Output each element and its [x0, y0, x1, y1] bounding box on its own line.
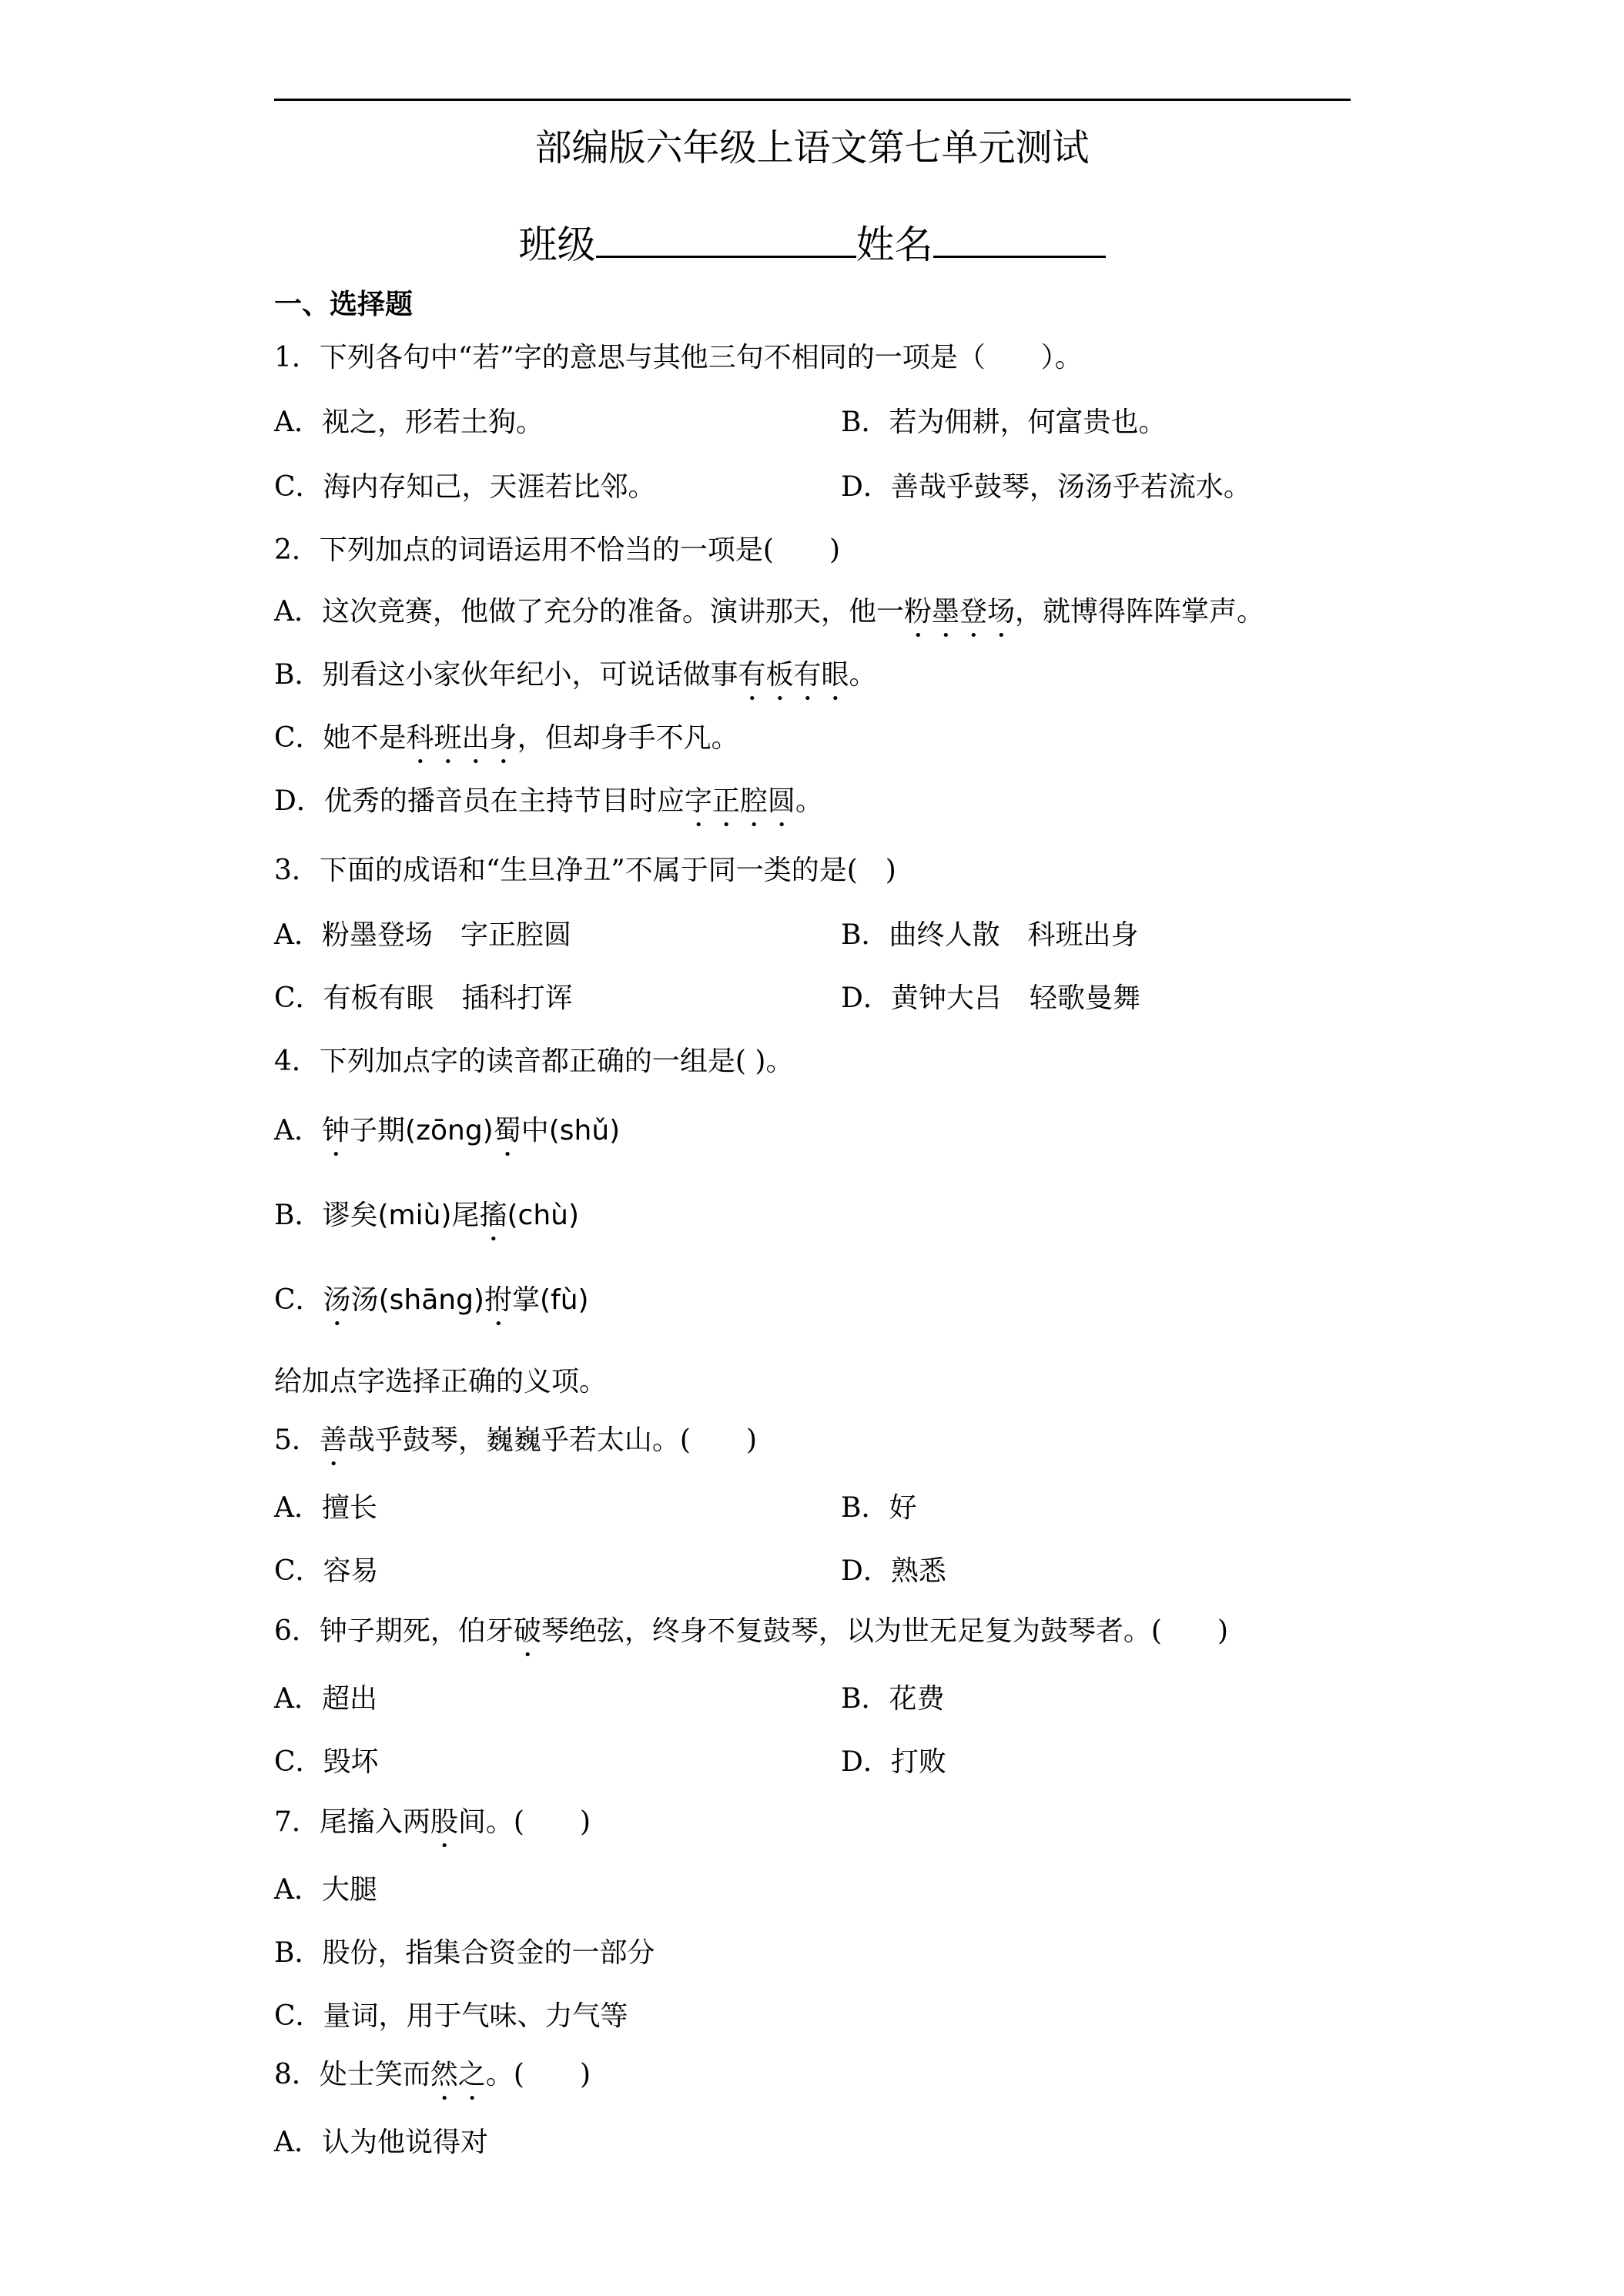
- q8-dotted: 然之: [430, 2059, 486, 2090]
- q2-d-dotted: 字正腔圆: [684, 785, 795, 817]
- q1-option-a[interactable]: A．视之，形若土狗。: [274, 407, 544, 438]
- q4-a-label: A．: [274, 1115, 322, 1146]
- q2-option-a[interactable]: [274, 593, 1264, 644]
- q8-option-a[interactable]: A．认为他说得对: [274, 2127, 488, 2158]
- q2-b-pre: B．别看这小家伙年纪小，可说话做事: [274, 659, 738, 691]
- q6-option-a[interactable]: A．超出: [274, 1683, 377, 1715]
- q4-b-text-2: 尾: [451, 1200, 480, 1231]
- section-heading: 一、选择题: [274, 288, 414, 320]
- page-title: 部编版六年级上语文第七单元测试: [534, 126, 1090, 169]
- q4-b-label: B．: [274, 1200, 323, 1231]
- q3-option-d[interactable]: D．黄钟大吕 轻歌曼舞: [841, 982, 1140, 1014]
- q4-c-text-1: 汤: [350, 1284, 379, 1316]
- q5-rest: 哉乎鼓琴，巍巍乎若太山。( ): [347, 1424, 758, 1456]
- q4-b-pinyin-2: (chù): [507, 1200, 580, 1231]
- q4-stem: 4．下列加点字的读音都正确的一组是( )。: [274, 1046, 794, 1077]
- q4-c-dotted-2: 拊: [484, 1284, 512, 1316]
- q2-c-post: ，但却身手不凡。: [517, 722, 739, 754]
- q5-option-d[interactable]: D．熟悉: [841, 1555, 946, 1587]
- q4-a-dotted-1: 钟: [322, 1115, 350, 1146]
- q3-option-c[interactable]: C．有板有眼 插科打诨: [274, 982, 573, 1014]
- q2-a-post: ，就博得阵阵掌声。: [1015, 596, 1265, 628]
- q6-option-b[interactable]: B．花费: [841, 1683, 945, 1715]
- q2-stem: 2．下列加点的词语运用不恰当的一项是( ): [274, 534, 840, 566]
- q6-option-c[interactable]: C．毁坏: [274, 1746, 379, 1778]
- q6-option-d[interactable]: D．打败: [841, 1746, 946, 1778]
- q4-a-pinyin-1: (zōng): [405, 1115, 494, 1146]
- q2-option-d[interactable]: [274, 782, 823, 833]
- q7-rest: 间。( ): [457, 1806, 591, 1838]
- q5-dotted: 善: [319, 1424, 347, 1456]
- name-label: 姓名: [856, 223, 933, 267]
- q4-a-pinyin-2: (shǔ): [548, 1115, 621, 1146]
- q4-a-text-2: 中: [521, 1115, 549, 1146]
- q2-a-dotted: 粉墨登场: [904, 596, 1016, 628]
- q2-option-b[interactable]: [274, 656, 877, 707]
- q5-number: 5．: [274, 1424, 320, 1456]
- q2-b-post: 。: [849, 659, 877, 691]
- q3-stem: 3．下面的成语和“生旦净丑”不属于同一类的是( ): [274, 855, 896, 886]
- instruction-text: 给加点字选择正确的义项。: [274, 1366, 608, 1397]
- q4-option-b[interactable]: [274, 1197, 579, 1247]
- q4-b-pinyin-1: (miù): [377, 1200, 452, 1231]
- q8-pre: 8．处士笑而: [274, 2059, 430, 2090]
- class-label: 班级: [518, 223, 596, 267]
- q6-pre: 6．钟子期死，伯牙: [274, 1615, 514, 1647]
- q8-stem: [274, 2056, 591, 2107]
- q6-dotted: 破: [513, 1615, 541, 1647]
- q4-c-text-2: 掌: [511, 1284, 540, 1316]
- q4-a-text-1: 子期: [350, 1115, 406, 1146]
- q3-option-b[interactable]: B．曲终人散 科班出身: [841, 919, 1139, 951]
- q3-option-a[interactable]: A．粉墨登场 字正腔圆: [274, 919, 571, 951]
- q2-option-c[interactable]: [274, 719, 739, 770]
- q4-c-dotted-1: 汤: [323, 1284, 351, 1316]
- class-name-line: [0, 214, 1624, 272]
- q1-option-d[interactable]: D．善哉乎鼓琴，汤汤乎若流水。: [841, 471, 1251, 503]
- q5-option-c[interactable]: C．容易: [274, 1555, 379, 1587]
- q6-stem: [274, 1612, 1228, 1663]
- q4-c-pinyin-2: (fù): [540, 1284, 589, 1316]
- q4-c-label: C．: [274, 1284, 323, 1316]
- q7-option-c[interactable]: C．量词，用于气味、力气等: [274, 2000, 628, 2032]
- q2-d-pre: D．优秀的播音员在主持节目时应: [274, 785, 685, 817]
- name-blank[interactable]: [933, 214, 1106, 258]
- q1-stem: 1．下列各句中“若”字的意思与其他三句不相同的一项是（ ）。: [274, 342, 1083, 373]
- q4-a-dotted-2: 蜀: [493, 1115, 521, 1146]
- q8-rest: 。( ): [485, 2059, 591, 2090]
- q5-option-b[interactable]: B．好: [841, 1492, 917, 1524]
- q4-option-c[interactable]: [274, 1281, 589, 1332]
- q5-option-a[interactable]: A．擅长: [274, 1492, 377, 1524]
- q2-d-post: 。: [795, 785, 823, 817]
- q7-option-a[interactable]: A．大腿: [274, 1874, 377, 1906]
- q7-option-b[interactable]: B．股份，指集合资金的一部分: [274, 1937, 655, 1969]
- q2-a-pre: A．这次竞赛，他做了充分的准备。演讲那天，他一: [274, 596, 904, 628]
- q5-stem: [274, 1421, 757, 1472]
- q6-rest: 琴绝弦，终身不复鼓琴，以为世无足复为鼓琴者。( ): [541, 1615, 1229, 1647]
- q7-dotted: 股: [430, 1806, 458, 1838]
- q7-pre: 7．尾搐入两: [274, 1806, 430, 1838]
- q1-option-b[interactable]: B．若为佣耕，何富贵也。: [841, 407, 1167, 438]
- class-blank[interactable]: [596, 214, 856, 258]
- q2-c-dotted: 科班出身: [406, 722, 517, 754]
- q2-b-dotted: 有板有眼: [738, 659, 849, 691]
- q4-c-pinyin-1: (shāng): [378, 1284, 484, 1316]
- q7-stem: [274, 1803, 591, 1854]
- q2-c-pre: C．她不是: [274, 722, 407, 754]
- q4-b-dotted-2: 搐: [479, 1200, 507, 1231]
- q4-option-a[interactable]: [274, 1112, 620, 1163]
- q4-b-text-1: 谬矣: [322, 1200, 378, 1231]
- q1-option-c[interactable]: C．海内存知己，天涯若比邻。: [274, 471, 656, 503]
- header-rule: [274, 99, 1351, 101]
